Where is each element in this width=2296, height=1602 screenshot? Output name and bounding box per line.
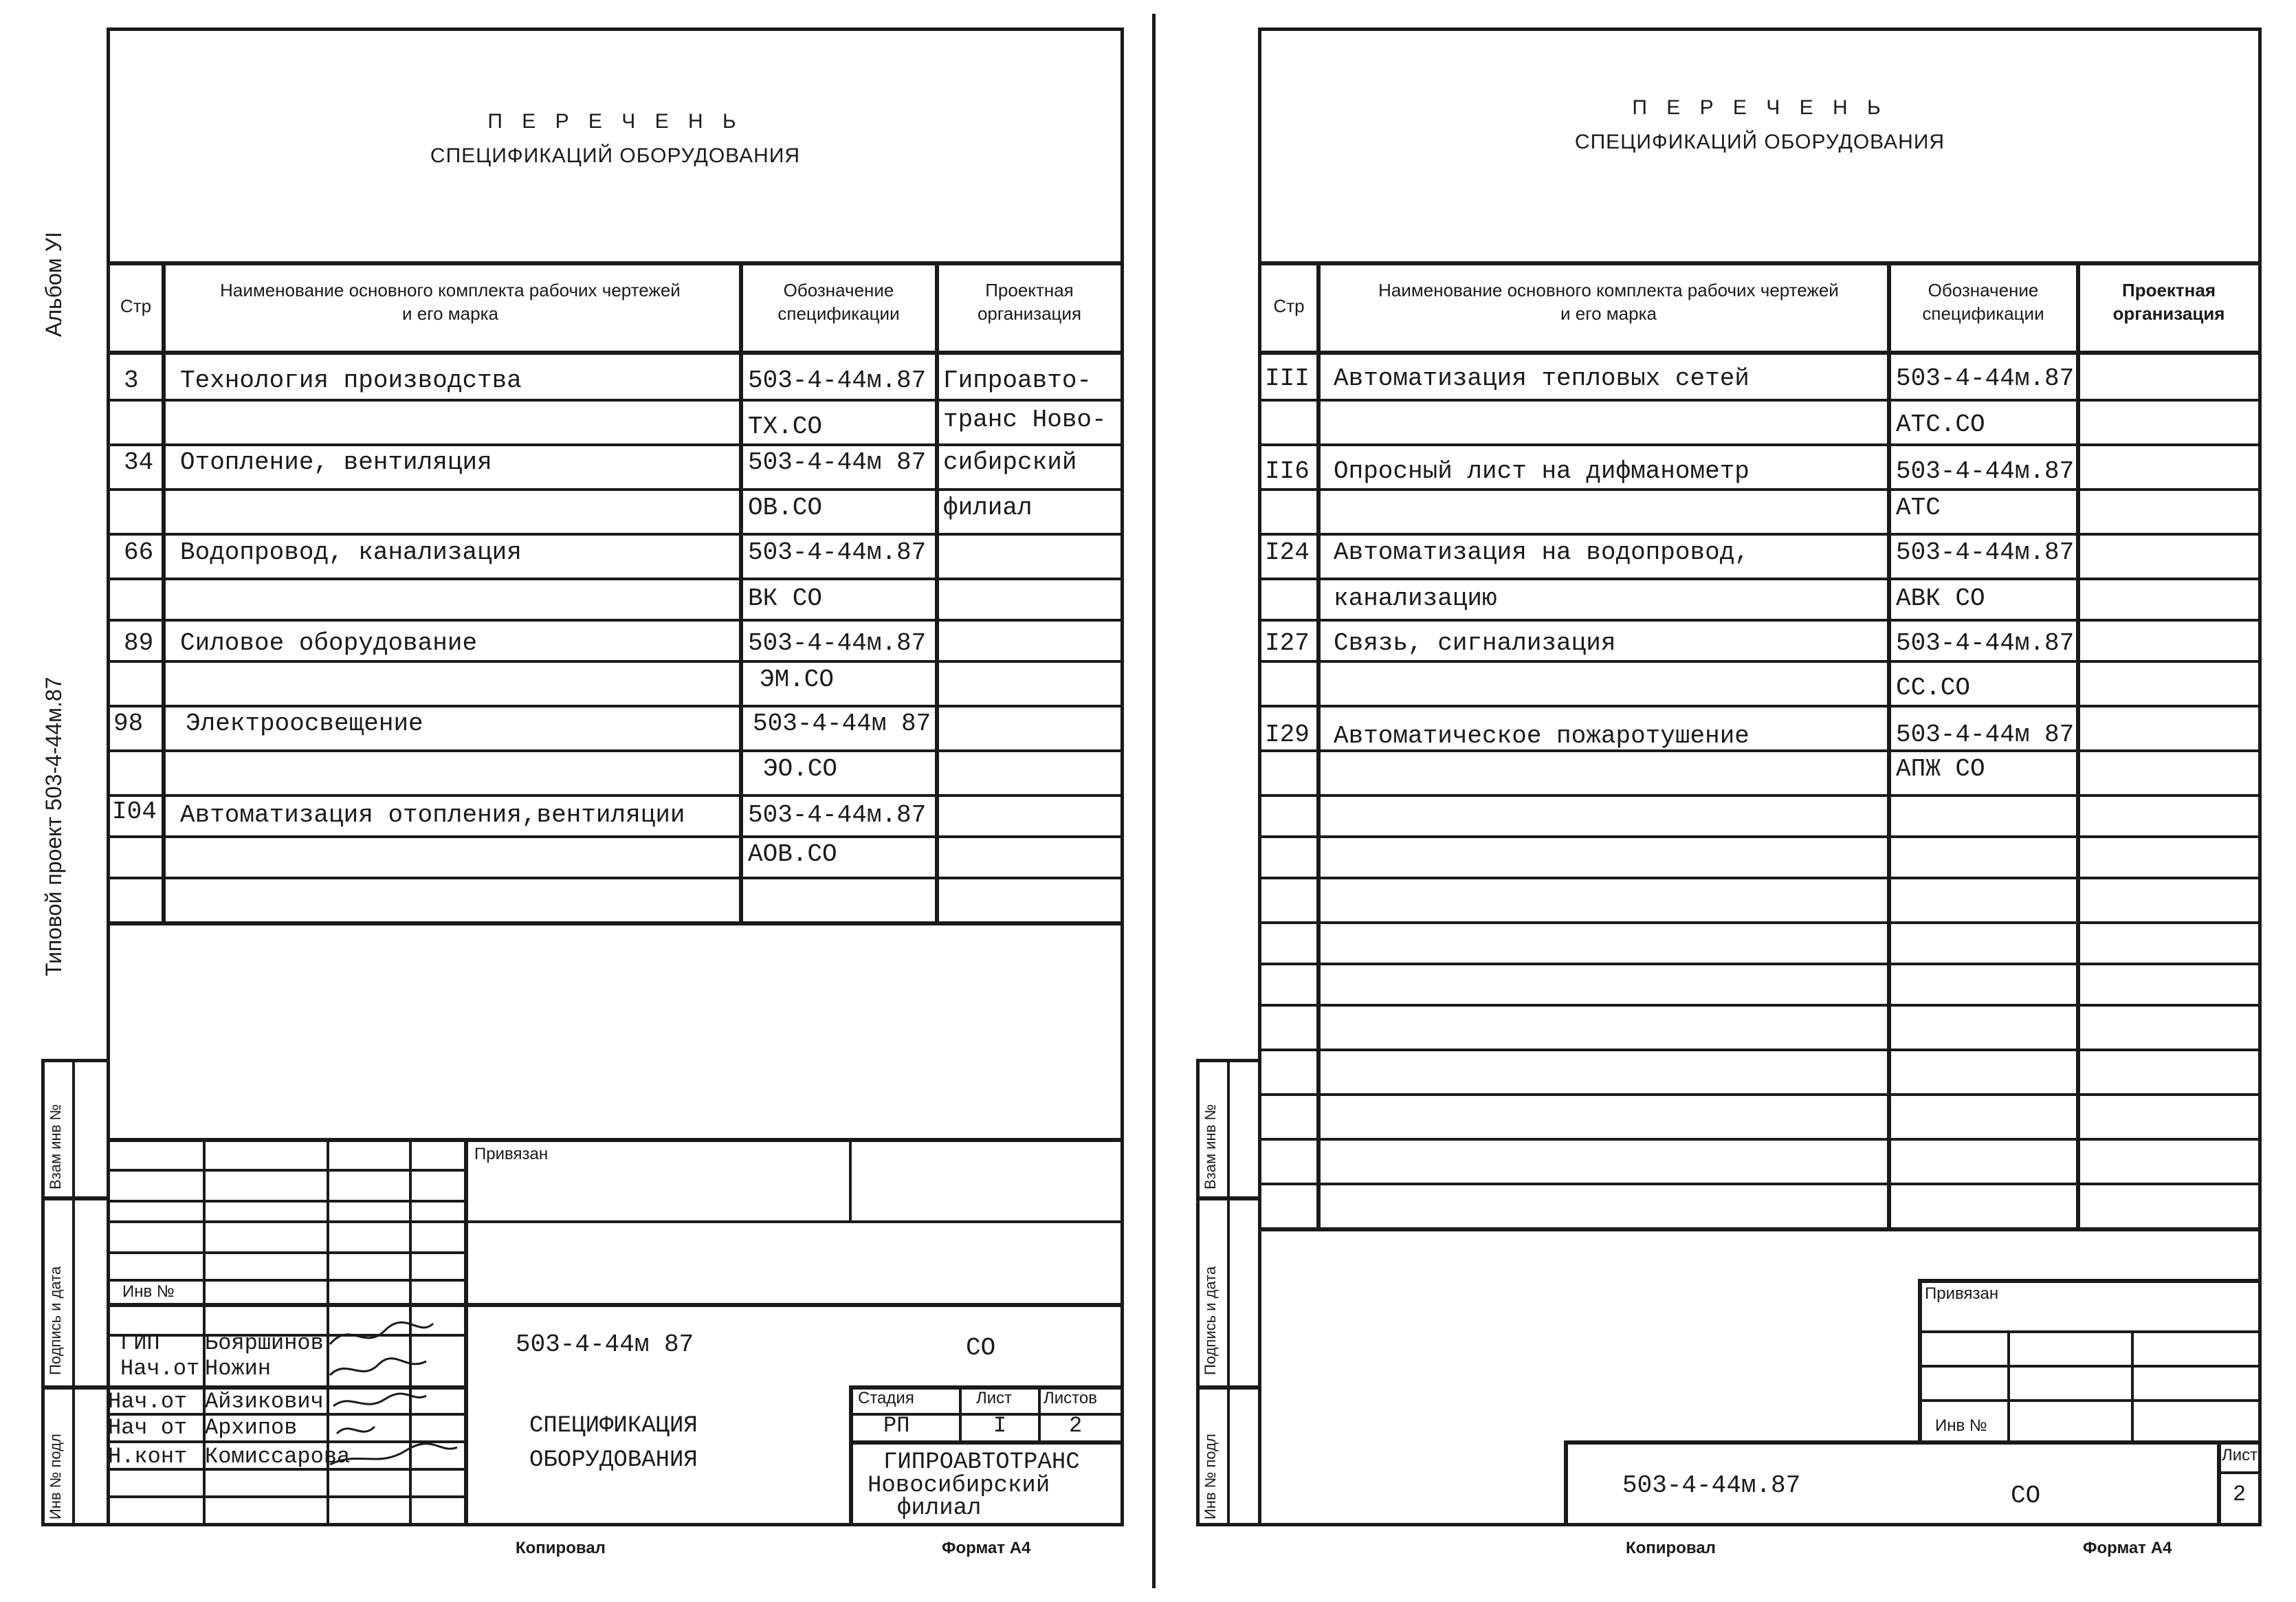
left-title-perechen: П Е Р Е Ч Е Н Ь xyxy=(487,110,743,133)
left-row5-code: 503-4-44м 87 xyxy=(753,710,931,738)
left-row2-name: Отопление, вентиляция xyxy=(180,448,492,476)
left-row1-mark: ТХ.СО xyxy=(748,413,823,441)
right-col2 xyxy=(1887,261,1891,1231)
right-frame xyxy=(1258,28,2262,1526)
left-org-line2: транс Ново- xyxy=(943,406,1107,434)
left-role-nkont: Н.конт xyxy=(108,1444,188,1469)
left-role-nach3: Нач от xyxy=(108,1415,188,1440)
left-org3: филиал xyxy=(897,1495,982,1522)
right-row5-name: Автоматическое пожаротушение xyxy=(1334,722,1749,750)
left-row3-page: 66 xyxy=(124,538,154,567)
left-org-line1: Гипроавто- xyxy=(943,366,1092,395)
right-row4-page: I27 xyxy=(1265,629,1310,657)
right-header-str: Стр xyxy=(1273,296,1305,316)
left-stamp-co: СО xyxy=(966,1334,996,1362)
left-stamp-code: 503-4-44м 87 xyxy=(516,1330,694,1359)
left-name-4: Архипов xyxy=(205,1415,298,1440)
left-header-str: Стр xyxy=(120,296,152,316)
right-row2-name: Опросный лист на дифманометр xyxy=(1334,457,1749,485)
right-row5-page: I29 xyxy=(1265,721,1310,749)
left-row5-name: Электроосвещение xyxy=(186,710,423,738)
left-name-1: Бояршинов xyxy=(205,1330,324,1356)
right-stamp-code: 503-4-44м.87 xyxy=(1622,1471,1801,1500)
right-row3-name2: канализацию xyxy=(1334,584,1497,613)
left-role-nach1: Нач.от xyxy=(120,1356,200,1381)
left-stage-header: Стадия xyxy=(858,1389,914,1407)
left-row2-code: 503-4-44м 87 xyxy=(748,448,927,476)
left-stamp-top xyxy=(110,1138,1121,1142)
left-row6-mark: АОВ.СО xyxy=(748,840,837,868)
left-row3-name: Водопровод, канализация xyxy=(180,538,522,567)
left-org1: ГИПРОАВТОТРАНС xyxy=(883,1449,1080,1475)
left-role-gip: ГИП xyxy=(120,1330,160,1356)
left-header-org: Проектная организация xyxy=(977,280,1082,324)
right-sheet-header: Лист xyxy=(2222,1446,2258,1464)
right-header-org: Проектная организация xyxy=(2112,280,2225,324)
right-row2-code: 503-4-44м.87 xyxy=(1896,457,2075,485)
right-row4-name: Связь, сигнализация xyxy=(1334,629,1616,657)
left-row2-mark: ОВ.СО xyxy=(748,494,823,522)
left-row4-name: Силовое оборудование xyxy=(180,629,478,657)
left-row2-page: 34 xyxy=(124,448,154,476)
left-org-line3: сибирский xyxy=(943,448,1077,476)
right-stamp-co: СО xyxy=(2011,1482,2041,1510)
right-privyazan: Привязан xyxy=(1925,1284,1999,1303)
right-row3-name: Автоматизация на водопровод, xyxy=(1334,538,1749,567)
left-row4-mark: ЭМ.СО xyxy=(760,666,835,694)
right-row1-page: III xyxy=(1265,364,1310,393)
left-inv: Инв № xyxy=(122,1282,175,1301)
right-row1-mark: АТС.СО xyxy=(1896,410,1985,439)
left-col3 xyxy=(935,261,939,921)
left-col1 xyxy=(162,261,166,921)
right-row5-code: 503-4-44м 87 xyxy=(1896,721,2075,749)
left-table-bottom xyxy=(110,921,1121,925)
right-sheet: 2 xyxy=(2233,1482,2247,1507)
right-footer-format: Формат А4 xyxy=(2083,1539,2172,1557)
left-org-line4: филиал xyxy=(943,494,1033,522)
right-row3-mark: АВК СО xyxy=(1896,584,1985,613)
left-name-3: Айзикович xyxy=(205,1389,324,1414)
left-header-bottom xyxy=(110,351,1121,355)
left-table-top xyxy=(110,261,1121,265)
left-side-label-invpodl: Инв № подл xyxy=(47,1434,64,1519)
right-row2-mark: АТС xyxy=(1896,494,1941,522)
right-row5-mark: АПЖ СО xyxy=(1896,755,1985,783)
right-row1-name: Автоматизация тепловых сетей xyxy=(1334,364,1749,393)
left-row4-code: 503-4-44м.87 xyxy=(748,629,927,657)
left-doc-title1: СПЕЦИФИКАЦИЯ xyxy=(529,1413,698,1439)
left-header-code: Обозначение спецификации xyxy=(777,280,900,324)
right-title-perechen: П Е Р Е Ч Е Н Ь xyxy=(1632,96,1888,119)
left-org2: Новосибирский xyxy=(868,1473,1050,1499)
right-table-top xyxy=(1261,261,2258,265)
album-caption: Альбом УI xyxy=(41,232,66,337)
left-stage: РП xyxy=(883,1413,910,1438)
right-col1 xyxy=(1316,261,1321,1231)
right-row3-code: 503-4-44м.87 xyxy=(1896,538,2075,567)
right-footer-copy: Копировал xyxy=(1626,1539,1716,1557)
right-row4-code: 503-4-44м.87 xyxy=(1896,629,2075,657)
left-frame xyxy=(107,28,1124,1526)
left-row5-page: 98 xyxy=(113,710,144,738)
left-row1-page: 3 xyxy=(124,366,139,395)
left-side-label-vzam: Взам инв № xyxy=(47,1104,64,1189)
right-table-bottom xyxy=(1261,1227,2258,1231)
left-row6-code: 503-4-44м.87 xyxy=(748,801,927,829)
left-row3-code: 503-4-44м.87 xyxy=(748,538,927,567)
left-row1-code: 503-4-44м.87 xyxy=(748,366,927,395)
left-signatures xyxy=(323,1317,461,1475)
page-divider xyxy=(1152,14,1156,1588)
left-col2 xyxy=(739,261,743,921)
right-side-label-podpis: Подпись и дата xyxy=(1202,1266,1219,1375)
left-row3-mark: ВК СО xyxy=(748,584,823,613)
left-footer-copy: Копировал xyxy=(516,1539,606,1557)
left-sheet: I xyxy=(993,1413,1007,1438)
right-header-bottom xyxy=(1261,351,2258,355)
left-footer-format: Формат А4 xyxy=(942,1539,1031,1557)
right-header-name: Наименование основного комплекта рабочих чертежей и его марка xyxy=(1378,280,1839,324)
right-codeblock-top xyxy=(1564,1440,2258,1445)
right-row3-page: I24 xyxy=(1265,538,1310,567)
right-side-label-invpodl: Инв № подл xyxy=(1202,1434,1219,1519)
right-header-code: Обозначение спецификации xyxy=(1922,280,2044,324)
left-sheet-header: Лист xyxy=(976,1389,1013,1407)
right-inv: Инв № xyxy=(1935,1416,1987,1435)
left-row4-page: 89 xyxy=(124,629,154,657)
left-name-5: Комиссарова xyxy=(205,1444,351,1469)
left-row1-name: Технология производства xyxy=(180,366,522,395)
left-doc-title2: ОБОРУДОВАНИЯ xyxy=(529,1447,698,1473)
left-header-name: Наименование основного комплекта рабочих чертежей и его марка xyxy=(220,280,681,324)
left-role-nach2: Нач.от xyxy=(108,1389,188,1414)
right-side-label-vzam: Взам инв № xyxy=(1202,1104,1219,1189)
left-row6-name: Автоматизация отопления,вентиляции xyxy=(180,801,685,829)
project-caption: Типовой проект 503-4-44м.87 xyxy=(41,677,66,976)
right-stamp-top xyxy=(1918,1279,2258,1283)
right-row4-mark: СС.СО xyxy=(1896,674,1971,702)
left-sheets-header: Листов xyxy=(1044,1389,1097,1407)
left-row5-mark: ЭО.СО xyxy=(763,755,838,783)
left-side-label-podpis: Подпись и дата xyxy=(47,1266,64,1375)
right-row1-code: 503-4-44м.87 xyxy=(1896,364,2075,393)
right-row2-page: II6 xyxy=(1265,457,1310,485)
left-row6-page: I04 xyxy=(112,798,157,826)
right-col3 xyxy=(2076,261,2080,1231)
right-title-spec: СПЕЦИФИКАЦИЙ ОБОРУДОВАНИЯ xyxy=(1574,131,1945,153)
left-privyazan: Привязан xyxy=(474,1145,549,1163)
left-sheets: 2 xyxy=(1069,1413,1083,1438)
left-name-2: Ножин xyxy=(205,1356,272,1381)
left-title-spec: СПЕЦИФИКАЦИЙ ОБОРУДОВАНИЯ xyxy=(430,144,801,167)
